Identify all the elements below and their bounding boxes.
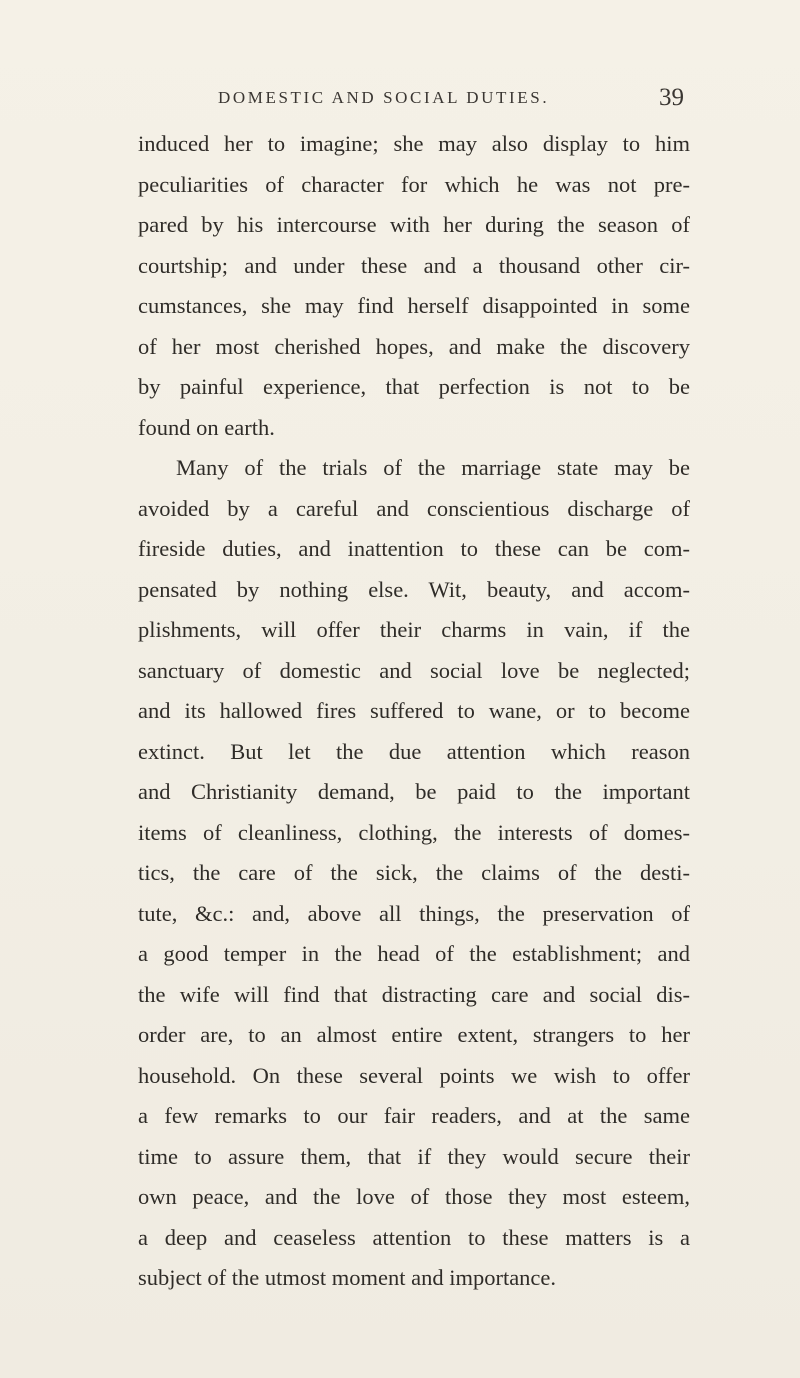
running-title: DOMESTIC AND SOCIAL DUTIES. [218, 88, 550, 107]
text-line: a deep and ceaseless attention to these matters is a [138, 1224, 690, 1250]
text-line: subject of the utmost moment and importance. [138, 1265, 557, 1290]
text-line: tute, &c.: and, above all things, the preservation of [138, 900, 690, 926]
text-line: plishments, will offer their charms in vain, if the [138, 617, 690, 642]
text-line: cumstances, she may find herself disappointed in some [138, 293, 690, 318]
text-line: and Christianity demand, be paid to the important [138, 779, 690, 804]
text-line: peculiarities of character for which he was not pre- [138, 171, 690, 197]
text-line: courtship; and under these and a thousand other cir- [138, 252, 690, 278]
text-line: sanctuary of domestic and social love be neglected; [138, 657, 690, 683]
page-number: 39 [659, 84, 684, 111]
body-text [138, 124, 690, 1299]
text-line: and its hallowed fires suffered to wane, or to become [138, 698, 690, 723]
text-line: pared by his intercourse with her during the season of [138, 212, 690, 237]
running-head [0, 84, 800, 114]
text-line: extinct. But let the due attention which reason [138, 738, 690, 764]
text-line: items of cleanliness, clothing, the interests of domes- [138, 819, 690, 845]
text-line: of her most cherished hopes, and make the discovery [138, 333, 690, 359]
text-line: pensated by nothing else. Wit, beauty, and accom- [138, 576, 690, 602]
text-line: found on earth. [138, 414, 275, 440]
text-line: avoided by a careful and conscientious discharge of [138, 495, 690, 521]
text-line: fireside duties, and inattention to these can be com- [138, 536, 690, 561]
text-line: a good temper in the head of the establishment; and [138, 941, 690, 966]
text-line: time to assure them, that if they would secure their [138, 1143, 690, 1169]
paragraph-first-line: Many of the trials of the marriage state may be [176, 455, 690, 480]
text-line: the wife will find that distracting care and social dis- [138, 981, 690, 1007]
text-line: induced her to imagine; she may also display to him [138, 131, 690, 156]
text-line: order are, to an almost entire extent, strangers to her [138, 1022, 690, 1047]
text-line: by painful experience, that perfection is not to be [138, 374, 690, 399]
text-line: a few remarks to our fair readers, and at the same [138, 1103, 690, 1128]
text-line: tics, the care of the sick, the claims of the desti- [138, 860, 690, 885]
text-line: own peace, and the love of those they most esteem, [138, 1184, 690, 1209]
text-line: household. On these several points we wish to offer [138, 1062, 690, 1088]
